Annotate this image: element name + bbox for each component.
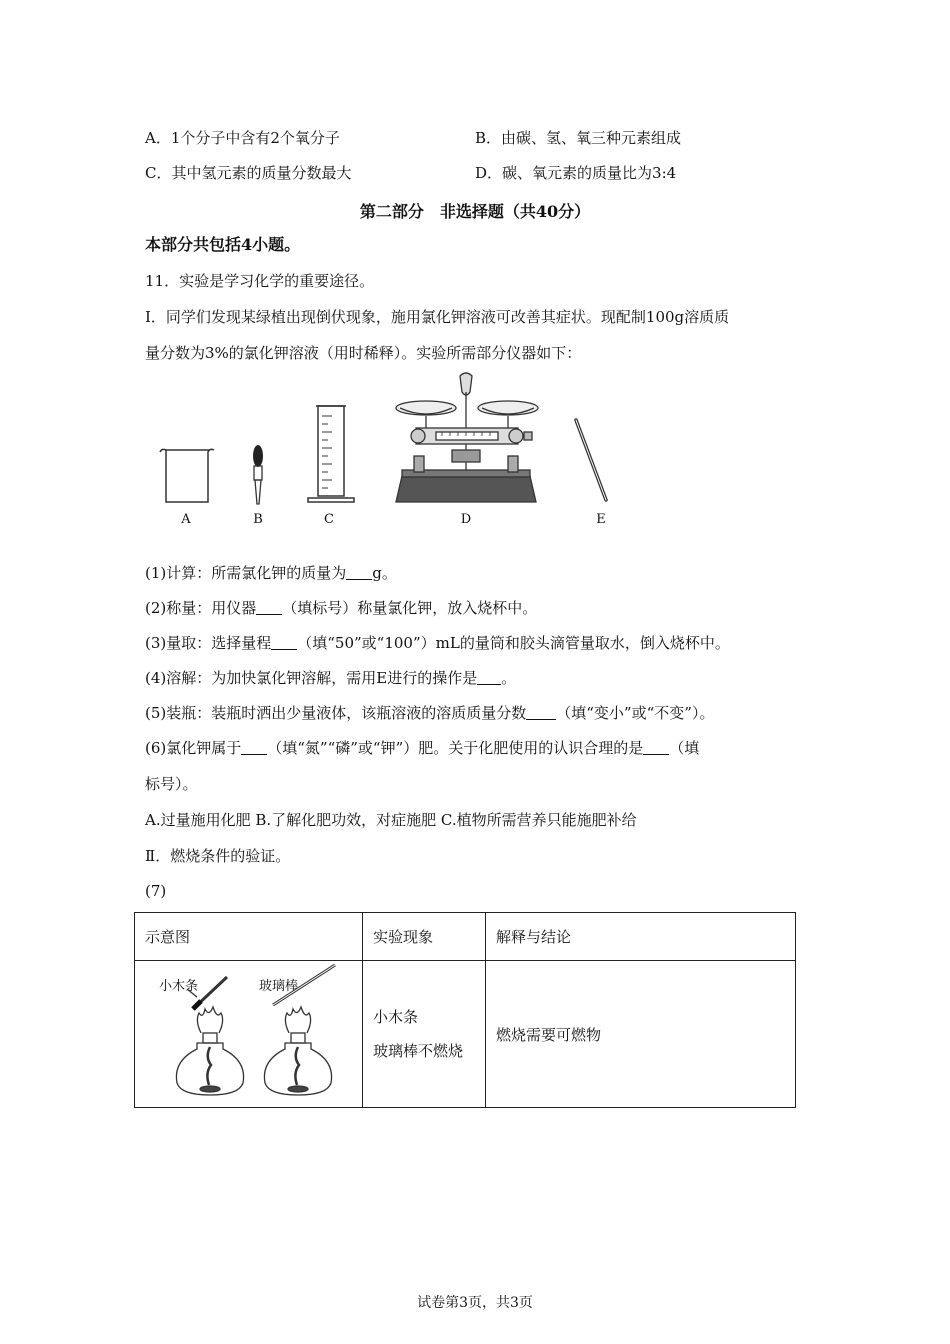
balance-icon xyxy=(396,373,538,502)
q11-sub2-text: (2)称量：用仪器 xyxy=(145,599,257,617)
apparatus-label-e: E xyxy=(596,512,606,527)
label-glass-rod: 玻璃棒 xyxy=(259,979,299,994)
table-cell-diagram xyxy=(135,961,363,1108)
q11-section1-line2: 量分数为3%的氯化钾溶液（用时稀释）。实验所需部分仪器如下： xyxy=(145,344,582,362)
table-cell-conclusion: 燃烧需要可燃物 xyxy=(486,961,796,1108)
answer-blank-5[interactable] xyxy=(526,703,556,720)
answer-blank-2[interactable] xyxy=(256,598,282,615)
q11-sub4-text: (4)溶解：为加快氯化钾溶解，需用E进行的操作是 xyxy=(145,669,478,687)
table-cell-phenomenon xyxy=(363,961,486,1108)
q11-choices: A.过量施用化肥 B.了解化肥功效，对症施肥 C.植物所需营养只能施肥补给 xyxy=(145,811,637,829)
alcohol-lamps-figure xyxy=(135,961,361,1107)
q11-sub2 xyxy=(145,598,537,618)
alcohol-lamp-icon xyxy=(176,977,243,1095)
table-row xyxy=(135,961,796,1108)
apparatus-label-d: D xyxy=(460,512,472,527)
q11-sub1 xyxy=(145,563,397,583)
phenomenon-line2: 玻璃棒不燃烧 xyxy=(373,1042,464,1060)
table-header-diagram: 示意图 xyxy=(135,913,363,961)
option-b: B．由碳、氢、氧三种元素组成 xyxy=(475,129,682,147)
graduated-cylinder-icon xyxy=(308,406,354,502)
table-header-conclusion: 解释与结论 xyxy=(486,913,796,961)
label-wood-stick: 小木条 xyxy=(159,979,199,994)
dropper-icon xyxy=(253,445,263,504)
q11-sub6-tail: （填 xyxy=(669,739,700,757)
q11-sub4-tail: 。 xyxy=(501,669,517,687)
part2-title: 第二部分 非选择题（共40分） xyxy=(359,202,591,221)
q11-sub4 xyxy=(145,668,516,688)
q11-sub3-text: (3)量取：选择量程 xyxy=(145,634,272,652)
q11-sub5-text: (5)装瓶：装瓶时洒出少量液体，该瓶溶液的溶质质量分数 xyxy=(145,704,527,722)
page-footer: 试卷第3页，共3页 xyxy=(417,1295,533,1311)
apparatus-figure xyxy=(140,370,640,510)
q11-sub6 xyxy=(145,738,699,758)
option-c: C．其中氢元素的质量分数最大 xyxy=(145,164,352,182)
beaker-icon xyxy=(160,449,214,502)
q11-sub5 xyxy=(145,703,714,723)
answer-blank-3[interactable] xyxy=(271,633,297,650)
alcohol-lamp-icon xyxy=(264,965,335,1095)
q11-sub1-text: (1)计算：所需氯化钾的质量为 xyxy=(145,564,347,582)
q11-sub3 xyxy=(145,633,730,653)
q11-sub5-tail: （填“变小”或“不变”）。 xyxy=(556,704,715,722)
q11-sub7: (7) xyxy=(145,882,167,900)
answer-blank-6a[interactable] xyxy=(241,738,267,755)
phenomenon-line1: 小木条 xyxy=(373,1008,419,1026)
q11-stem: 11．实验是学习化学的重要途径。 xyxy=(145,272,375,290)
table-header-phenomenon: 实验现象 xyxy=(363,913,486,961)
table-header-row xyxy=(135,913,796,961)
q11-sub6-cont: 标号）。 xyxy=(145,775,198,793)
q11-sub6-mid: （填“氮”“磷”或“钾”）肥。关于化肥使用的认识合理的是 xyxy=(267,739,644,757)
q11-sub1-tail: g。 xyxy=(372,564,397,582)
answer-blank-6b[interactable] xyxy=(643,738,669,755)
q11-sub6-text: (6)氯化钾属于 xyxy=(145,739,242,757)
answer-blank-4[interactable] xyxy=(477,668,501,685)
q11-section2: Ⅱ．燃烧条件的验证。 xyxy=(145,847,291,865)
q11-section1-line1: Ⅰ．同学们发现某绿植出现倒伏现象，施用氯化钾溶液可改善其症状。现配制100g溶质质 xyxy=(145,308,730,326)
option-a: A．1个分子中含有2个氧分子 xyxy=(145,129,340,147)
part2-intro: 本部分共包括4小题。 xyxy=(145,235,301,254)
q11-sub2-tail: （填标号）称量氯化钾，放入烧杯中。 xyxy=(282,599,538,617)
q11-sub3-tail: （填“50”或“100”）mL的量筒和胶头滴管量取水，倒入烧杯中。 xyxy=(297,634,730,652)
answer-blank-1[interactable] xyxy=(346,563,372,580)
apparatus-label-b: B xyxy=(253,512,263,527)
apparatus-label-a: A xyxy=(181,512,191,527)
glass-rod-icon xyxy=(576,420,606,500)
apparatus-label-c: C xyxy=(324,512,334,527)
option-d: D．碳、氧元素的质量比为3:4 xyxy=(475,164,677,182)
experiment-table xyxy=(134,912,796,1108)
